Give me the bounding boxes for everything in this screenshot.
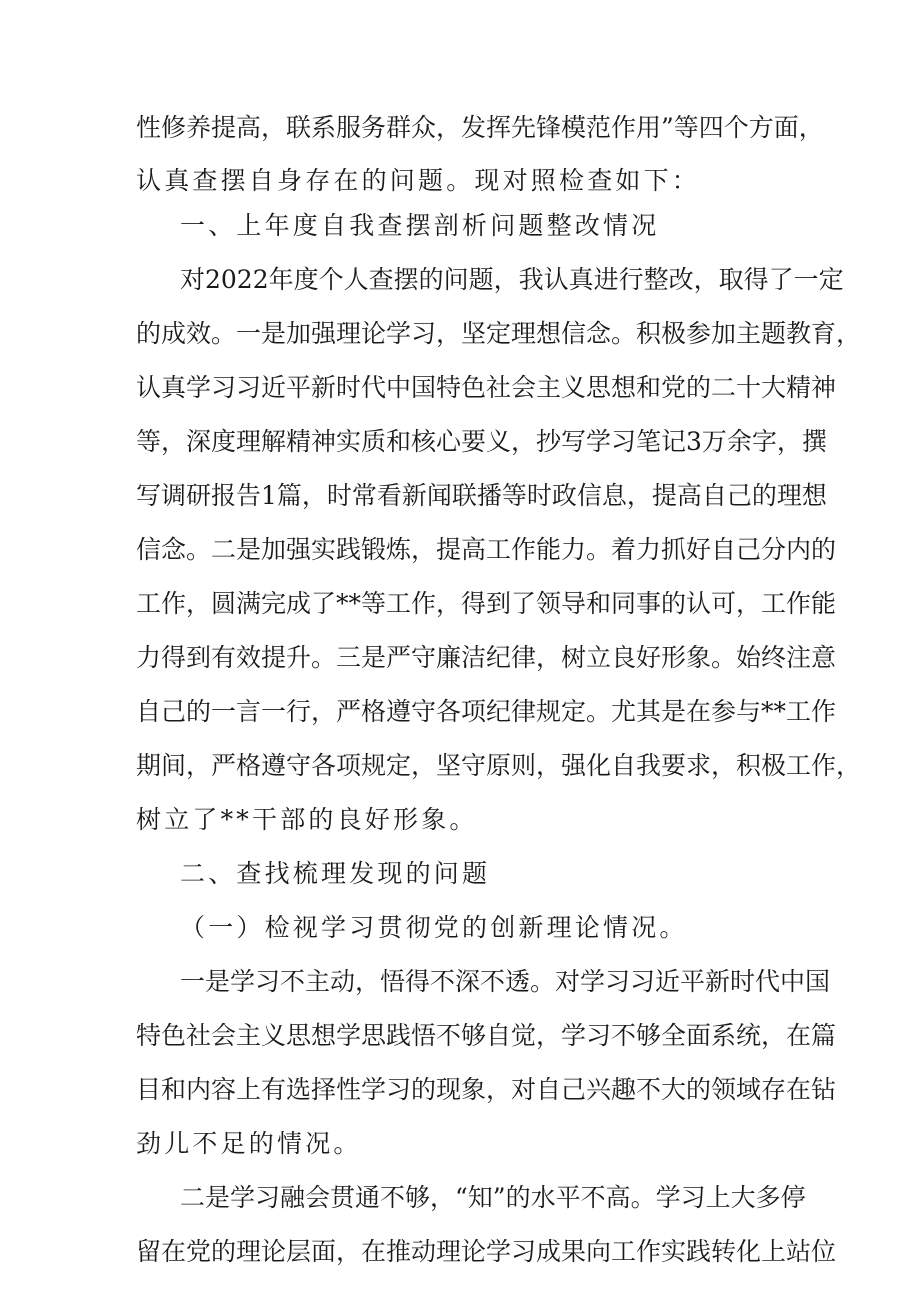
section-heading-2: 二、查找梳理发现的问题 [180, 859, 491, 888]
text-line-5: 的成效。一是加强理论学习，坚定理想信念。积极参加主题教育， [136, 319, 862, 348]
text-line-2: 认真查摆自身存在的问题。现对照检查如下： [136, 166, 701, 195]
text-line-1: 性修养提高，联系服务群众，发挥先锋模范作用”等四个方面， [136, 113, 824, 142]
text-line-12: 自己的一言一行，严格遵守各项纪律规定。尤其是在参与**工作 [136, 697, 837, 726]
text-line-22: 留在党的理论层面，在推动理论学习成果向工作实践转化上站位 [136, 1237, 837, 1266]
text-line-7: 等，深度理解精神实质和核心要义，抄写学习笔记3万余字，撰 [136, 427, 827, 456]
text-line-13: 期间，严格遵守各项规定，坚守原则，强化自我要求，积极工作， [136, 751, 862, 780]
text-line-20: 劲儿不足的情况。 [136, 1129, 362, 1158]
text-line-8: 写调研报告1篇，时常看新闻联播等时政信息，提高自己的理想 [136, 481, 827, 510]
text-line-17: 一是学习不主动，悟得不深不透。对学习习近平新时代中国 [180, 967, 831, 996]
text-line-14: 树立了**干部的良好形象。 [136, 805, 478, 834]
section-heading-1: 一、上年度自我查摆剖析问题整改情况 [180, 211, 660, 240]
text-line-10: 工作，圆满完成了**等工作，得到了领导和同事的认可，工作能 [136, 589, 837, 618]
text-line-21: 二是学习融会贯通不够，“知”的水平不高。学习上大多停 [180, 1183, 806, 1212]
subsection-heading-1: （一）检视学习贯彻党的创新理论情况。 [180, 913, 688, 942]
text-line-4: 对2022年度个人查摆的问题，我认真进行整改，取得了一定 [180, 265, 844, 294]
text-line-6: 认真学习习近平新时代中国特色社会主义思想和党的二十大精神 [136, 373, 837, 402]
text-line-19: 目和内容上有选择性学习的现象，对自己兴趣不大的领域存在钻 [136, 1075, 837, 1104]
text-line-11: 力得到有效提升。三是严守廉洁纪律，树立良好形象。始终注意 [136, 643, 837, 672]
text-line-18: 特色社会主义思想学思践悟不够自觉，学习不够全面系统，在篇 [136, 1021, 837, 1050]
text-line-9: 信念。二是加强实践锻炼，提高工作能力。着力抓好自己分内的 [136, 535, 837, 564]
